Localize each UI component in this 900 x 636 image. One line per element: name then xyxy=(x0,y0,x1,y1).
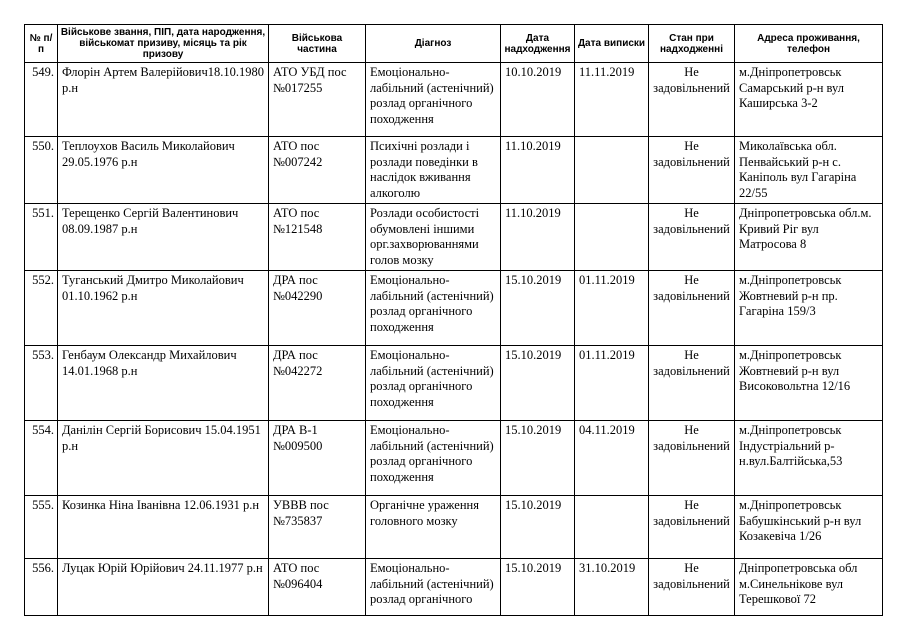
date-in-cell: 15.10.2019 xyxy=(501,271,575,346)
num-cell: 556. xyxy=(25,559,58,616)
unit-cell: ДРА пос №042290 xyxy=(269,271,366,346)
col-header-diagnosis: Діагноз xyxy=(366,25,501,63)
date-out-cell: 01.11.2019 xyxy=(575,346,649,421)
unit-cell: АТО пос №007242 xyxy=(269,137,366,204)
address-cell: м.Дніпропетровськ Жовтневий р-н пр. Гагаріна 159/3 xyxy=(735,271,883,346)
address-cell: Дніпропетровська обл м.Синельнікове вул Терешкової 72 xyxy=(735,559,883,616)
address-cell: Дніпропетровська обл.м. Кривий Ріг вул Матросова 8 xyxy=(735,204,883,271)
date-in-cell: 15.10.2019 xyxy=(501,559,575,616)
unit-cell: УВВВ пос №735837 xyxy=(269,496,366,559)
num-cell: 555. xyxy=(25,496,58,559)
status-cell: Не задовільнений xyxy=(649,63,735,137)
person-cell: Данілін Сергій Борисович 15.04.1951 р.н xyxy=(58,421,269,496)
status-cell: Не задовільнений xyxy=(649,204,735,271)
col-header-person: Військове звання, ПІП, дата народження, військомат призиву, місяць та рік призову xyxy=(58,25,269,63)
date-out-cell: 04.11.2019 xyxy=(575,421,649,496)
col-header-date-out: Дата виписки xyxy=(575,25,649,63)
status-cell: Не задовільнений xyxy=(649,271,735,346)
diagnosis-cell: Органічне ураження головного мозку xyxy=(366,496,501,559)
num-cell: 551. xyxy=(25,204,58,271)
col-header-unit: Військова частина xyxy=(269,25,366,63)
date-in-cell: 10.10.2019 xyxy=(501,63,575,137)
col-header-num: № п/п xyxy=(25,25,58,63)
address-cell: м.Дніпропетровськ Самарський р-н вул Каширська 3-2 xyxy=(735,63,883,137)
table-row xyxy=(25,63,883,137)
date-out-cell xyxy=(575,204,649,271)
diagnosis-cell: Психічні розлади і розлади поведінки в наслідок вживання алкоголю xyxy=(366,137,501,204)
status-cell: Не задовільнений xyxy=(649,559,735,616)
num-cell: 554. xyxy=(25,421,58,496)
address-cell: м.Дніпропетровськ Бабушкінський р-н вул Козакевіча 1/26 xyxy=(735,496,883,559)
col-header-address: Адреса проживання, телефон xyxy=(735,25,883,63)
table-row xyxy=(25,496,883,559)
num-cell: 553. xyxy=(25,346,58,421)
person-cell: Теплоухов Василь Миколайович 29.05.1976 р.н xyxy=(58,137,269,204)
diagnosis-cell: Емоціонально-лабільний (астенічний) розлад органічного походження xyxy=(366,421,501,496)
person-cell: Терещенко Сергій Валентинович 08.09.1987 р.н xyxy=(58,204,269,271)
table-row xyxy=(25,137,883,204)
address-cell: Миколаївська обл. Пенвайський р-н с. Каніполь вул Гагаріна 22/55 xyxy=(735,137,883,204)
person-cell: Туганський Дмитро Миколайович 01.10.1962 р.н xyxy=(58,271,269,346)
date-out-cell: 31.10.2019 xyxy=(575,559,649,616)
col-header-status: Стан при надходженні xyxy=(649,25,735,63)
num-cell: 552. xyxy=(25,271,58,346)
num-cell: 550. xyxy=(25,137,58,204)
diagnosis-cell: Емоціонально-лабільний (астенічний) розлад органічного походження xyxy=(366,63,501,137)
table-row xyxy=(25,421,883,496)
date-in-cell: 15.10.2019 xyxy=(501,421,575,496)
patient-register-table xyxy=(24,24,883,616)
address-cell: м.Дніпропетровськ Індустріальний р-н.вул.Балтійська,53 xyxy=(735,421,883,496)
diagnosis-cell: Емоціонально-лабільний (астенічний) розлад органічного походження xyxy=(366,346,501,421)
person-cell: Генбаум Олександр Михайлович 14.01.1968 р.н xyxy=(58,346,269,421)
diagnosis-cell: Розлади особистості обумовлені іншими орг.захворюваннями голов мозку xyxy=(366,204,501,271)
table-row xyxy=(25,346,883,421)
unit-cell: АТО УБД пос №017255 xyxy=(269,63,366,137)
date-in-cell: 11.10.2019 xyxy=(501,204,575,271)
unit-cell: АТО пос №096404 xyxy=(269,559,366,616)
person-cell: Флорін Артем Валерійович18.10.1980 р.н xyxy=(58,63,269,137)
date-out-cell xyxy=(575,496,649,559)
unit-cell: АТО пос №121548 xyxy=(269,204,366,271)
date-in-cell: 15.10.2019 xyxy=(501,496,575,559)
status-cell: Не задовільнений xyxy=(649,346,735,421)
person-cell: Козинка Ніна Іванівна 12.06.1931 р.н xyxy=(58,496,269,559)
table-row xyxy=(25,559,883,616)
person-cell: Луцак Юрій Юрійович 24.11.1977 р.н xyxy=(58,559,269,616)
header-row xyxy=(25,25,883,63)
status-cell: Не задовільнений xyxy=(649,496,735,559)
unit-cell: ДРА пос №042272 xyxy=(269,346,366,421)
address-cell: м.Дніпропетровськ Жовтневий р-н вул Високовольтна 12/16 xyxy=(735,346,883,421)
unit-cell: ДРА В-1 №009500 xyxy=(269,421,366,496)
table-row xyxy=(25,204,883,271)
diagnosis-cell: Емоціонально-лабільний (астенічний) розлад органічного походження xyxy=(366,271,501,346)
diagnosis-cell: Емоціонально-лабільний (астенічний) розлад органічного xyxy=(366,559,501,616)
col-header-date-in: Дата надходження xyxy=(501,25,575,63)
date-out-cell xyxy=(575,137,649,204)
date-in-cell: 11.10.2019 xyxy=(501,137,575,204)
num-cell: 549. xyxy=(25,63,58,137)
table-row xyxy=(25,271,883,346)
date-out-cell: 11.11.2019 xyxy=(575,63,649,137)
status-cell: Не задовільнений xyxy=(649,137,735,204)
date-out-cell: 01.11.2019 xyxy=(575,271,649,346)
status-cell: Не задовільнений xyxy=(649,421,735,496)
date-in-cell: 15.10.2019 xyxy=(501,346,575,421)
